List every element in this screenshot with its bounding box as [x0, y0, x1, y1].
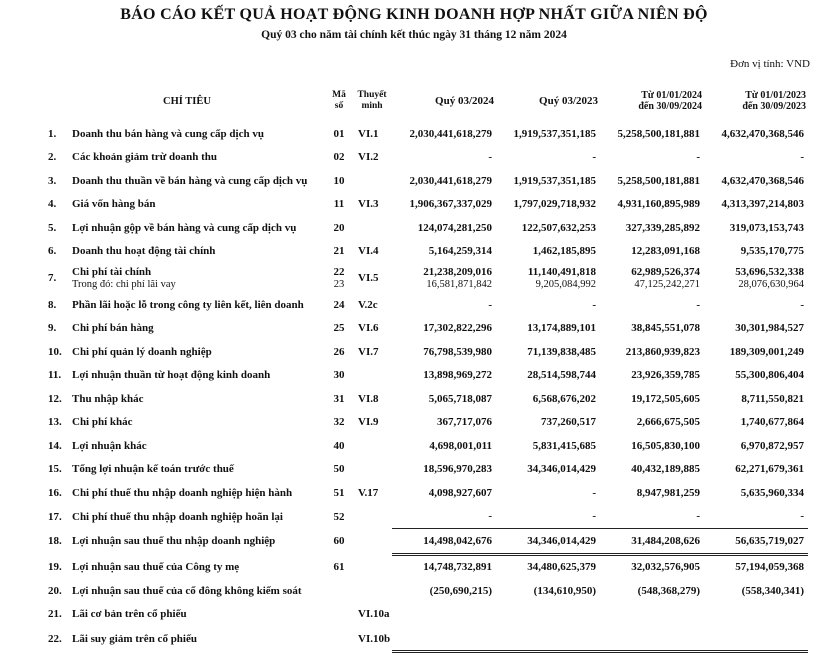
- unit-label: Đơn vị tính: VND: [730, 58, 810, 70]
- row-code: [326, 579, 352, 603]
- row-label: Phần lãi hoặc lỗ trong công ty liên kết, liên doanh: [72, 298, 304, 311]
- row-value-q2023: (134,610,950): [533, 584, 596, 597]
- row-value-q2023: 34,346,014,429: [527, 463, 596, 476]
- table-row: [48, 263, 808, 293]
- row-number: 21.: [48, 608, 62, 621]
- row-note: [352, 434, 392, 458]
- row-value-ytd2023: 4,632,470,368,546: [721, 174, 804, 187]
- row-number: 6.: [48, 245, 57, 258]
- row-value-q2023: -: [592, 510, 596, 523]
- row-note: [352, 529, 392, 555]
- row-note: VI.10b: [358, 632, 391, 645]
- row-value-ytd2024: 32,032,576,905: [631, 561, 700, 574]
- row-value-ytd2023: 4,313,397,214,803: [721, 198, 804, 211]
- row-value-q2023: [496, 603, 600, 627]
- row-note: VI.8: [358, 392, 379, 405]
- report-title: BÁO CÁO KẾT QUẢ HOẠT ĐỘNG KINH DOANH HỢP NHẤT GIỮA NIÊN ĐỘ: [120, 6, 708, 23]
- row-value-ytd2023: 57,194,059,368: [735, 561, 804, 574]
- row-note: VI.6: [358, 322, 379, 335]
- row-label: Chi phí tài chính Trong đó: chi phí lãi vay: [72, 263, 326, 293]
- row-note: [352, 169, 392, 193]
- row-code: 32: [333, 416, 345, 429]
- row-value-q2023: 71,139,838,485: [527, 345, 596, 358]
- row-value-ytd2023: 8,711,550,821: [741, 392, 804, 405]
- row-value-ytd2023: 319,073,153,743: [729, 221, 804, 234]
- row-value-ytd2024: 5,258,500,181,881: [617, 174, 700, 187]
- row-label: Lãi cơ bản trên cổ phiếu: [72, 608, 187, 621]
- row-number: 1.: [48, 127, 57, 140]
- row-value-q2023: [496, 626, 600, 651]
- row-value-ytd2023: 56,635,719,027: [704, 529, 808, 555]
- table-row: [48, 340, 808, 364]
- row-note: VI.10a: [358, 608, 390, 621]
- row-value-q2024: 2,030,441,618,279: [409, 127, 492, 140]
- row-number: 5.: [48, 221, 57, 234]
- row-value-q2023: 11,140,491,818 9,205,084,992: [496, 263, 600, 293]
- row-number: 8.: [48, 298, 57, 311]
- row-label: Chi phí thuế thu nhập doanh nghiệp hiện hành: [72, 486, 293, 499]
- row-value-q2024: [392, 603, 496, 627]
- row-number: 14.: [48, 439, 62, 452]
- row-code: 24: [333, 298, 345, 311]
- row-value-q2024: 5,164,259,314: [428, 245, 492, 258]
- row-value-q2023: 13,174,889,101: [527, 322, 596, 335]
- row-value-q2023: -: [592, 151, 596, 164]
- table-row: [48, 364, 808, 388]
- table-row: [48, 529, 808, 555]
- row-value-ytd2024: 40,432,189,885: [631, 463, 700, 476]
- row-value-q2023: 34,346,014,429: [496, 529, 600, 555]
- row-note: VI.2: [358, 151, 379, 164]
- row-value-ytd2023: -: [800, 298, 804, 311]
- row-value-q2023: 5,831,415,685: [532, 439, 596, 452]
- row-note: [352, 364, 392, 388]
- row-code: [326, 603, 352, 627]
- row-value-ytd2023: 5,635,960,334: [740, 486, 804, 499]
- row-value-ytd2024: 5,258,500,181,881: [617, 127, 700, 140]
- row-label: Chi phí thuế thu nhập doanh nghiệp hoãn lại: [72, 510, 283, 523]
- row-value-ytd2024: 327,339,285,892: [625, 221, 700, 234]
- table-row: [48, 434, 808, 458]
- row-value-ytd2024: 38,845,551,078: [631, 322, 700, 335]
- row-value-q2024: 76,798,539,980: [423, 345, 492, 358]
- row-value-q2024: 14,748,732,891: [423, 561, 492, 574]
- row-number: 22.: [48, 632, 62, 645]
- row-value-q2023: 1,462,185,895: [532, 245, 596, 258]
- row-number: 16.: [48, 486, 62, 499]
- row-value-ytd2023: 4,632,470,368,546: [721, 127, 804, 140]
- header-ytd-2023: Từ 01/01/2023 đến 30/09/2023: [742, 90, 806, 112]
- row-label: Lợi nhuận thuần từ hoạt động kinh doanh: [72, 369, 271, 382]
- sub-line: Trong đó: chi phí lãi vay: [72, 279, 176, 290]
- row-value-ytd2023: 1,740,677,864: [740, 416, 804, 429]
- row-label: Doanh thu thuần về bán hàng và cung cấp dịch vụ: [72, 174, 308, 187]
- table-row: [48, 293, 808, 317]
- row-value-ytd2023: 189,309,001,249: [729, 345, 804, 358]
- row-note: [352, 554, 392, 579]
- row-note: [352, 505, 392, 529]
- row-value-q2023: -: [592, 298, 596, 311]
- row-code: 60: [333, 535, 345, 548]
- row-value-q2024: 18,596,970,283: [423, 463, 492, 476]
- row-note: VI.9: [358, 416, 379, 429]
- row-code: 51: [333, 486, 345, 499]
- income-statement-table: [48, 80, 808, 653]
- header-q-2024: Quý 03/2024: [435, 94, 494, 107]
- row-value-ytd2023: 53,696,532,338 28,076,630,964: [704, 263, 808, 293]
- row-value-q2024: 13,898,969,272: [423, 369, 492, 382]
- sub-line: 23: [333, 279, 345, 290]
- row-number: 2.: [48, 151, 57, 164]
- row-code: 02: [333, 151, 345, 164]
- row-label: Chi phí quản lý doanh nghiệp: [72, 345, 212, 358]
- row-note: V.17: [358, 486, 379, 499]
- sub-line: 16,581,871,842: [426, 279, 492, 290]
- row-value-q2024: 2,030,441,618,279: [409, 174, 492, 187]
- row-value-ytd2024: 2,666,675,505: [636, 416, 700, 429]
- row-value-q2024: 14,498,042,676: [392, 529, 496, 555]
- row-code: 01: [333, 127, 345, 140]
- header-chi-tieu: CHỈ TIÊU: [163, 95, 211, 107]
- row-label: Lãi suy giảm trên cổ phiếu: [72, 632, 197, 645]
- row-value-q2023: 737,260,517: [541, 416, 596, 429]
- row-value-ytd2024: -: [696, 298, 700, 311]
- row-value-q2024: [392, 626, 496, 651]
- table-row: [48, 579, 808, 603]
- row-value-ytd2024: 62,989,526,374 47,125,242,271: [600, 263, 704, 293]
- header-ytd-2024: Từ 01/01/2024 đến 30/09/2024: [638, 90, 702, 112]
- row-value-q2024: 17,302,822,296: [423, 322, 492, 335]
- row-label: Lợi nhuận khác: [72, 439, 147, 452]
- row-value-ytd2024: 8,947,981,259: [636, 486, 700, 499]
- row-code: 10: [333, 174, 345, 187]
- row-label: Chi phí khác: [72, 416, 133, 429]
- row-value-ytd2024: 31,484,208,626: [600, 529, 704, 555]
- row-label: Lợi nhuận sau thuế thu nhập doanh nghiệp: [72, 535, 276, 548]
- row-value-ytd2024: (548,368,279): [637, 584, 700, 597]
- row-value-ytd2023: 62,271,679,361: [735, 463, 804, 476]
- row-value-q2023: 1,919,537,351,185: [513, 127, 596, 140]
- row-number: 20.: [48, 584, 62, 597]
- row-label: Tổng lợi nhuận kế toán trước thuế: [72, 463, 234, 476]
- row-number: 4.: [48, 198, 57, 211]
- row-code: 61: [333, 560, 345, 573]
- row-value-q2024: 1,906,367,337,029: [409, 198, 492, 211]
- row-value-ytd2024: -: [696, 151, 700, 164]
- sub-line: 47,125,242,271: [634, 279, 700, 290]
- row-value-q2023: 1,797,029,718,932: [513, 198, 596, 211]
- row-value-ytd2024: 16,505,830,100: [631, 439, 700, 452]
- row-code: 11: [333, 198, 345, 211]
- row-number: 15.: [48, 463, 62, 476]
- row-value-q2024: -: [488, 510, 492, 523]
- row-value-q2024: 4,698,001,011: [429, 439, 492, 452]
- table-row: [48, 481, 808, 505]
- row-value-q2024: 5,065,718,087: [428, 392, 492, 405]
- row-code: [326, 626, 352, 651]
- table-row: [48, 146, 808, 170]
- row-value-q2024: 21,238,209,016 16,581,871,842: [392, 263, 496, 293]
- row-value-q2023: -: [592, 486, 596, 499]
- row-value-q2023: 1,919,537,351,185: [513, 174, 596, 187]
- row-value-ytd2023: -: [800, 510, 804, 523]
- row-label: Chi phí bán hàng: [72, 322, 154, 335]
- table-row: [48, 216, 808, 240]
- table-row: [48, 603, 808, 627]
- row-number: 17.: [48, 510, 62, 523]
- table-row: [48, 458, 808, 482]
- row-value-ytd2023: 9,535,170,775: [740, 245, 804, 258]
- row-value-q2023: 34,480,625,379: [527, 561, 596, 574]
- row-label: Giá vốn hàng bán: [72, 198, 156, 211]
- row-code: 52: [333, 510, 345, 523]
- header-q-2023: Quý 03/2023: [539, 94, 598, 107]
- row-number: 13.: [48, 416, 62, 429]
- row-note: VI.4: [358, 245, 379, 258]
- table-row: [48, 387, 808, 411]
- row-number: 12.: [48, 392, 62, 405]
- table-header-row: [48, 80, 808, 122]
- sub-line: 9,205,084,992: [535, 279, 596, 290]
- row-code: 25: [333, 322, 345, 335]
- row-label: Doanh thu hoạt động tài chính: [72, 245, 216, 258]
- row-code: 31: [333, 392, 345, 405]
- row-note: VI.1: [358, 127, 379, 140]
- row-note: V.2c: [358, 298, 378, 311]
- row-value-q2023: 6,568,676,202: [532, 392, 596, 405]
- row-value-ytd2024: [600, 626, 704, 651]
- table-row: [48, 193, 808, 217]
- row-value-ytd2023: 30,301,984,527: [735, 322, 804, 335]
- row-value-q2023: 28,514,598,744: [527, 369, 596, 382]
- row-note: VI.5: [358, 272, 379, 284]
- header-ma-so: Mã số: [332, 90, 346, 111]
- row-value-ytd2024: 12,283,091,168: [631, 245, 700, 258]
- row-value-ytd2024: 19,172,505,605: [631, 392, 700, 405]
- row-code: 30: [333, 369, 345, 382]
- row-number: 10.: [48, 345, 62, 358]
- row-value-q2024: -: [488, 298, 492, 311]
- row-number: 7.: [48, 272, 57, 284]
- row-value-q2024: 367,717,076: [437, 416, 492, 429]
- row-note: [352, 458, 392, 482]
- row-value-ytd2023: -: [800, 151, 804, 164]
- row-value-ytd2023: [704, 626, 808, 651]
- row-value-q2023: 122,507,632,253: [521, 221, 596, 234]
- table-row: [48, 169, 808, 193]
- row-label: Lợi nhuận gộp về bán hàng và cung cấp dịch vụ: [72, 221, 297, 234]
- row-number: 11.: [48, 369, 62, 382]
- row-value-ytd2023: 6,970,872,957: [740, 439, 804, 452]
- row-note: VI.7: [358, 345, 379, 358]
- row-value-ytd2023: (558,340,341): [741, 584, 804, 597]
- row-value-q2024: 124,074,281,250: [417, 221, 492, 234]
- table-row: [48, 240, 808, 264]
- row-value-ytd2024: 4,931,160,895,989: [617, 198, 700, 211]
- row-label: Doanh thu bán hàng và cung cấp dịch vụ: [72, 127, 264, 140]
- row-value-ytd2023: [704, 603, 808, 627]
- row-label: Lợi nhuận sau thuế của cổ đông không kiểm soát: [72, 584, 302, 597]
- row-value-ytd2024: -: [696, 510, 700, 523]
- row-code: 20: [333, 221, 345, 234]
- sub-line: 28,076,630,964: [738, 279, 804, 290]
- row-note: [352, 216, 392, 240]
- table-row: [48, 411, 808, 435]
- table-row: [48, 505, 808, 529]
- row-label: Lợi nhuận sau thuế của Công ty mẹ: [72, 560, 240, 573]
- row-code: 40: [333, 439, 345, 452]
- row-label: Thu nhập khác: [72, 392, 144, 405]
- row-code: 50: [333, 463, 345, 476]
- row-value-ytd2024: 213,860,939,823: [625, 345, 700, 358]
- header-thuyet-minh: Thuyết minh: [357, 90, 387, 111]
- table-row: [48, 317, 808, 341]
- report-subtitle: Quý 03 cho năm tài chính kết thúc ngày 31 tháng 12 năm 2024: [261, 29, 567, 41]
- table-row: [48, 626, 808, 651]
- row-note: VI.3: [358, 198, 379, 211]
- row-value-ytd2023: 55,300,806,404: [735, 369, 804, 382]
- row-number: 3.: [48, 174, 57, 187]
- table-row: [48, 554, 808, 579]
- row-value-ytd2024: [600, 603, 704, 627]
- table-row: [48, 122, 808, 146]
- row-number: 9.: [48, 322, 57, 335]
- row-number: 19.: [48, 560, 62, 573]
- row-code: 21: [333, 245, 345, 258]
- row-code: 22 23: [326, 263, 352, 293]
- row-value-ytd2024: 23,926,359,785: [631, 369, 700, 382]
- row-code: 26: [333, 345, 345, 358]
- row-label: Các khoản giảm trừ doanh thu: [72, 151, 218, 164]
- row-value-q2024: (250,690,215): [429, 584, 492, 597]
- row-note: [352, 579, 392, 603]
- row-value-q2024: 4,098,927,607: [428, 486, 492, 499]
- row-number: 18.: [48, 535, 62, 548]
- row-value-q2024: -: [488, 151, 492, 164]
